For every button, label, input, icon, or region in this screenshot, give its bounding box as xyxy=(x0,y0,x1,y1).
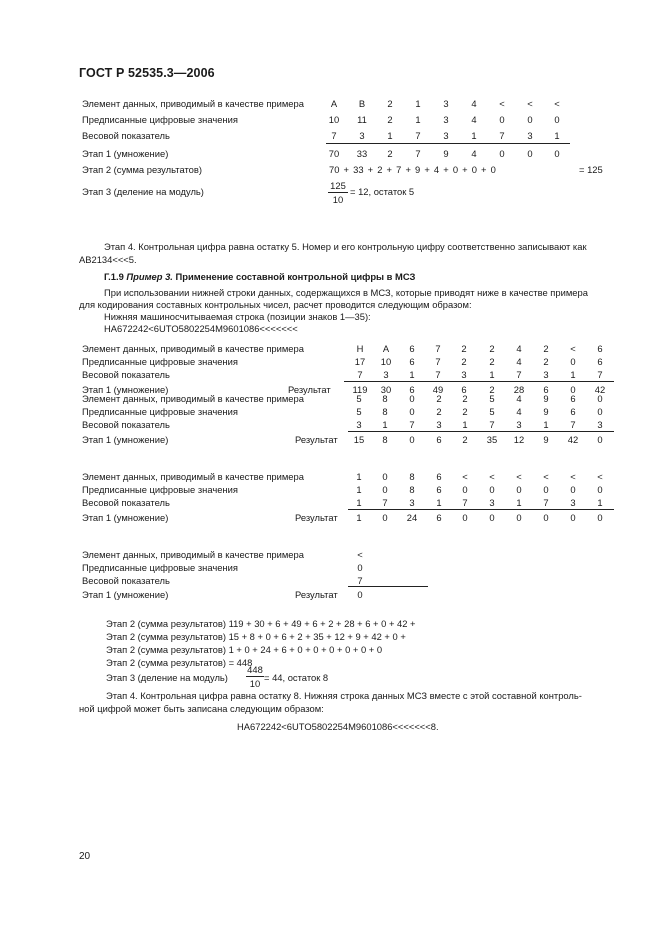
cell: 0 xyxy=(357,562,363,573)
cell: 4 xyxy=(516,406,522,417)
cell: A xyxy=(382,343,390,354)
cell: 0 xyxy=(597,484,603,495)
cell: 15 xyxy=(353,434,365,445)
cell: 3 xyxy=(443,114,449,125)
fraction-bar xyxy=(246,676,264,677)
cell: 2 xyxy=(387,148,393,159)
cell: 2 xyxy=(436,393,442,404)
cell: < xyxy=(554,98,560,109)
cell: 2 xyxy=(462,393,468,404)
cell: 35 xyxy=(486,434,498,445)
cell: 2 xyxy=(461,356,467,367)
cell: 3 xyxy=(356,419,362,430)
table-row xyxy=(0,512,661,524)
row-label: Элемент данных, приводимый в качестве примера xyxy=(82,343,304,354)
result-label: Результат xyxy=(288,384,331,395)
cell: 0 xyxy=(597,434,603,445)
cell: 8 xyxy=(382,393,388,404)
cell: 7 xyxy=(435,356,441,367)
cell: 6 xyxy=(409,343,415,354)
cell: 4 xyxy=(471,98,477,109)
row-label: Элемент данных, приводимый в качестве примера xyxy=(82,471,304,482)
cell: < xyxy=(516,471,522,482)
fraction-numerator: 125 xyxy=(330,180,346,191)
table-row xyxy=(0,130,661,142)
cell: 7 xyxy=(382,497,388,508)
table-rule xyxy=(348,431,614,432)
row-label: Этап 1 (умножение) xyxy=(82,148,169,159)
cell: 2 xyxy=(462,406,468,417)
cell: 1 xyxy=(356,484,362,495)
cell: 6 xyxy=(570,393,576,404)
cell: < xyxy=(597,471,603,482)
cell: 2 xyxy=(489,343,495,354)
cell: 2 xyxy=(543,356,549,367)
fraction-bar xyxy=(328,192,348,193)
cell: 7 xyxy=(357,369,363,380)
cell: 6 xyxy=(543,384,549,395)
cell: 9 xyxy=(543,406,549,417)
row-label: Предписанные цифровые значения xyxy=(82,356,238,367)
cell: 1 xyxy=(387,130,393,141)
cell: 0 xyxy=(516,484,522,495)
stage2-sum-line: Этап 2 (сумма результатов) 119 + 30 + 6 + 49 + 6 + 2 + 28 + 6 + 0 + 42 + xyxy=(106,618,416,629)
cell: 0 xyxy=(570,356,576,367)
cell: 7 xyxy=(462,497,468,508)
cell: 4 xyxy=(471,148,477,159)
cell: 3 xyxy=(543,369,549,380)
paragraph-line: АВ2134<<<5. xyxy=(79,254,137,265)
table-row xyxy=(0,589,661,601)
cell: 1 xyxy=(356,497,362,508)
cell: 1 xyxy=(409,369,415,380)
cell: 6 xyxy=(570,406,576,417)
cell: 7 xyxy=(409,419,415,430)
cell: 6 xyxy=(597,343,603,354)
table-row xyxy=(0,484,661,496)
table-row xyxy=(0,471,661,483)
cell: 0 xyxy=(543,484,549,495)
sum-expression: 70 + 33 + 2 + 7 + 9 + 4 + 0 + 0 + 0 xyxy=(329,164,496,175)
cell: 42 xyxy=(594,384,606,395)
table-rule xyxy=(344,381,614,382)
cell: 1 xyxy=(543,419,549,430)
cell: 119 xyxy=(352,384,368,395)
cell: 6 xyxy=(436,512,442,523)
cell: 3 xyxy=(443,130,449,141)
result-label: Результат xyxy=(295,589,338,600)
row-label: Этап 1 (умножение) xyxy=(82,384,169,395)
cell: 0 xyxy=(570,484,576,495)
table-row xyxy=(0,148,661,160)
cell: 1 xyxy=(597,497,603,508)
cell: 3 xyxy=(597,419,603,430)
document-header: ГОСТ Р 52535.3—2006 xyxy=(79,66,215,80)
mrz-line-with-check-digit: HA672242<6UTO5802254M9601086<<<<<<<8. xyxy=(237,721,439,732)
cell: 28 xyxy=(513,384,525,395)
section-example: Пример 3. xyxy=(126,271,173,282)
cell: 11 xyxy=(357,114,367,125)
cell: 1 xyxy=(356,512,362,523)
cell: 1 xyxy=(462,419,468,430)
table-row xyxy=(0,98,661,110)
row-label: Весовой показатель xyxy=(82,369,170,380)
cell: < xyxy=(570,471,576,482)
cell: 6 xyxy=(436,471,442,482)
row-label: Весовой показатель xyxy=(82,419,170,430)
stage2-sum-line: Этап 2 (сумма результатов) 1 + 0 + 24 + 6 + 0 + 0 + 0 + 0 + 0 + 0 xyxy=(106,644,383,655)
table-rule xyxy=(348,586,428,587)
cell: 5 xyxy=(489,393,495,404)
fraction-denominator: 10 xyxy=(249,678,261,689)
cell: 4 xyxy=(516,393,522,404)
cell: 1 xyxy=(489,369,495,380)
cell: 1 xyxy=(570,369,576,380)
cell: 0 xyxy=(516,512,522,523)
paragraph-line: При использовании нижней строки данных, содержащихся в МСЗ, которые приводят ниже в качестве примера xyxy=(104,287,588,298)
table-row xyxy=(0,562,661,574)
row-label: Этап 3 (деление на модуль) xyxy=(82,186,204,197)
paragraph-line: Этап 4. Контрольная цифра равна остатку 8. Нижняя строка данных МСЗ вместе с этой составной контроль- xyxy=(106,690,582,701)
row-label: Элемент данных, приводимый в качестве примера xyxy=(82,393,304,404)
cell: 7 xyxy=(543,497,549,508)
cell: H xyxy=(356,343,364,354)
cell: 7 xyxy=(499,130,505,141)
cell: B xyxy=(358,98,366,109)
fraction-denominator: 10 xyxy=(332,194,344,205)
cell: 10 xyxy=(380,356,392,367)
row-label: Весовой показатель xyxy=(82,575,170,586)
table-rule xyxy=(326,143,570,144)
cell: 24 xyxy=(406,512,418,523)
row-label: Этап 1 (умножение) xyxy=(82,589,169,600)
mrz-line: HA672242<6UTO5802254M9601086<<<<<<< xyxy=(104,323,298,334)
table-row xyxy=(0,434,661,446)
cell: 7 xyxy=(435,369,441,380)
cell: 3 xyxy=(443,98,449,109)
cell: < xyxy=(499,98,505,109)
cell: 0 xyxy=(597,393,603,404)
cell: 1 xyxy=(436,497,442,508)
cell: 7 xyxy=(331,130,337,141)
cell: < xyxy=(527,98,533,109)
table-row xyxy=(0,549,661,561)
cell: 9 xyxy=(543,434,549,445)
cell: < xyxy=(489,471,495,482)
cell: 7 xyxy=(516,369,522,380)
cell: 0 xyxy=(409,434,415,445)
cell: 0 xyxy=(527,148,533,159)
cell: 70 xyxy=(328,148,340,159)
cell: 2 xyxy=(387,114,393,125)
table-row xyxy=(0,419,661,431)
cell: 8 xyxy=(409,484,415,495)
row-label: Предписанные цифровые значения xyxy=(82,484,238,495)
cell: 7 xyxy=(415,148,421,159)
cell: 0 xyxy=(489,484,495,495)
cell: 3 xyxy=(489,497,495,508)
table-row xyxy=(0,164,661,176)
sum-result: = 125 xyxy=(579,164,603,175)
table-row xyxy=(0,393,661,405)
section-number: Г.1.9 xyxy=(104,271,124,282)
cell: 5 xyxy=(356,393,362,404)
cell: 9 xyxy=(543,393,549,404)
row-label: Этап 2 (сумма результатов) xyxy=(82,164,202,175)
cell: 0 xyxy=(382,512,388,523)
cell: 8 xyxy=(409,471,415,482)
cell: 49 xyxy=(432,384,444,395)
cell: 3 xyxy=(527,130,533,141)
cell: 6 xyxy=(409,384,415,395)
cell: 0 xyxy=(554,148,560,159)
cell: 9 xyxy=(443,148,449,159)
cell: < xyxy=(357,549,363,560)
row-label: Предписанные цифровые значения xyxy=(82,562,238,573)
paragraph-line: Нижняя машиносчитываемая строка (позиции знаков 1—35): xyxy=(104,311,371,322)
cell: 0 xyxy=(409,406,415,417)
section-title: Применение составной контрольной цифры в МСЗ xyxy=(175,271,416,282)
cell: 5 xyxy=(356,406,362,417)
section-heading xyxy=(104,271,415,282)
cell: 3 xyxy=(461,369,467,380)
cell: 0 xyxy=(489,512,495,523)
cell: 5 xyxy=(489,406,495,417)
spacer xyxy=(0,355,661,367)
cell: 1 xyxy=(356,471,362,482)
cell: < xyxy=(543,471,549,482)
cell: 7 xyxy=(357,575,363,586)
cell: 4 xyxy=(516,356,522,367)
cell: A xyxy=(330,98,338,109)
cell: 0 xyxy=(597,512,603,523)
cell: 2 xyxy=(462,434,468,445)
result-label: Результат xyxy=(295,512,338,523)
cell: 2 xyxy=(543,343,549,354)
cell: 1 xyxy=(516,497,522,508)
table-row xyxy=(0,369,661,381)
cell: 7 xyxy=(489,419,495,430)
cell: 4 xyxy=(471,114,477,125)
cell: 6 xyxy=(409,356,415,367)
cell: 2 xyxy=(461,343,467,354)
cell: 0 xyxy=(527,114,533,125)
cell: 1 xyxy=(554,130,560,141)
division-result: = 44, остаток 8 xyxy=(264,672,329,683)
cell: 6 xyxy=(597,356,603,367)
cell: 0 xyxy=(570,384,576,395)
row-label: Этап 1 (умножение) xyxy=(82,434,169,445)
table-row xyxy=(0,406,661,418)
cell: 0 xyxy=(543,512,549,523)
cell: 7 xyxy=(435,343,441,354)
cell: 2 xyxy=(489,356,495,367)
cell: 1 xyxy=(471,130,477,141)
cell: 1 xyxy=(415,98,421,109)
table-row xyxy=(0,497,661,509)
cell: 3 xyxy=(436,419,442,430)
row-label: Весовой показатель xyxy=(82,497,170,508)
cell: 1 xyxy=(415,114,421,125)
cell: 0 xyxy=(382,471,388,482)
division-result: = 12, остаток 5 xyxy=(350,186,415,197)
cell: 0 xyxy=(597,406,603,417)
table-row xyxy=(0,575,661,587)
row-label: Элемент данных, приводимый в качестве примера xyxy=(82,549,304,560)
cell: < xyxy=(570,343,576,354)
result-label: Результат xyxy=(295,434,338,445)
cell: 3 xyxy=(359,130,365,141)
cell: 6 xyxy=(461,384,467,395)
cell: 0 xyxy=(409,393,415,404)
cell: 0 xyxy=(499,114,505,125)
cell: 8 xyxy=(382,406,388,417)
cell: 3 xyxy=(570,497,576,508)
cell: 0 xyxy=(462,512,468,523)
cell: 17 xyxy=(354,356,366,367)
fraction-numerator: 448 xyxy=(247,664,263,675)
cell: 7 xyxy=(597,369,603,380)
cell: 4 xyxy=(516,343,522,354)
cell: 12 xyxy=(513,434,525,445)
cell: 6 xyxy=(436,434,442,445)
stage2-sum-line: Этап 2 (сумма результатов) 15 + 8 + 0 + 6 + 2 + 35 + 12 + 9 + 42 + 0 + xyxy=(106,631,406,642)
table-rule xyxy=(348,509,614,510)
page-number: 20 xyxy=(79,851,91,862)
cell: 3 xyxy=(383,369,389,380)
cell: 42 xyxy=(567,434,579,445)
cell: 2 xyxy=(436,406,442,417)
row-label: Предписанные цифровые значения xyxy=(82,406,238,417)
cell: 6 xyxy=(436,484,442,495)
cell: 0 xyxy=(570,512,576,523)
cell: 33 xyxy=(356,148,368,159)
cell: 2 xyxy=(489,384,495,395)
table-row xyxy=(0,343,661,355)
stage2-sum-line: Этап 2 (сумма результатов) = 448 xyxy=(106,657,253,668)
cell: 0 xyxy=(382,484,388,495)
cell: 7 xyxy=(570,419,576,430)
cell: 0 xyxy=(554,114,560,125)
cell: 0 xyxy=(357,589,363,600)
cell: 3 xyxy=(516,419,522,430)
row-label: Весовой показатель xyxy=(82,130,170,141)
row-label: Этап 1 (умножение) xyxy=(82,512,169,523)
cell: 7 xyxy=(415,130,421,141)
cell: 3 xyxy=(409,497,415,508)
row-label: Элемент данных, приводимый в качестве примера xyxy=(82,98,304,109)
table-row xyxy=(0,114,661,126)
paragraph-line: ной цифрой может быть записана следующим образом: xyxy=(79,703,324,714)
stage3-label: Этап 3 (деление на модуль) xyxy=(106,672,228,683)
cell: 0 xyxy=(462,484,468,495)
cell: 8 xyxy=(382,434,388,445)
cell: 0 xyxy=(499,148,505,159)
cell: < xyxy=(462,471,468,482)
cell: 30 xyxy=(380,384,392,395)
paragraph-line: для кодирования составных контрольных чисел, расчет проводится следующим образом: xyxy=(79,299,472,310)
cell: 1 xyxy=(382,419,388,430)
cell: 10 xyxy=(328,114,340,125)
row-label: Предписанные цифровые значения xyxy=(82,114,238,125)
cell: 2 xyxy=(387,98,393,109)
paragraph-line: Этап 4. Контрольная цифра равна остатку 5. Номер и его контрольную цифру соответственно записывают как xyxy=(104,241,587,252)
